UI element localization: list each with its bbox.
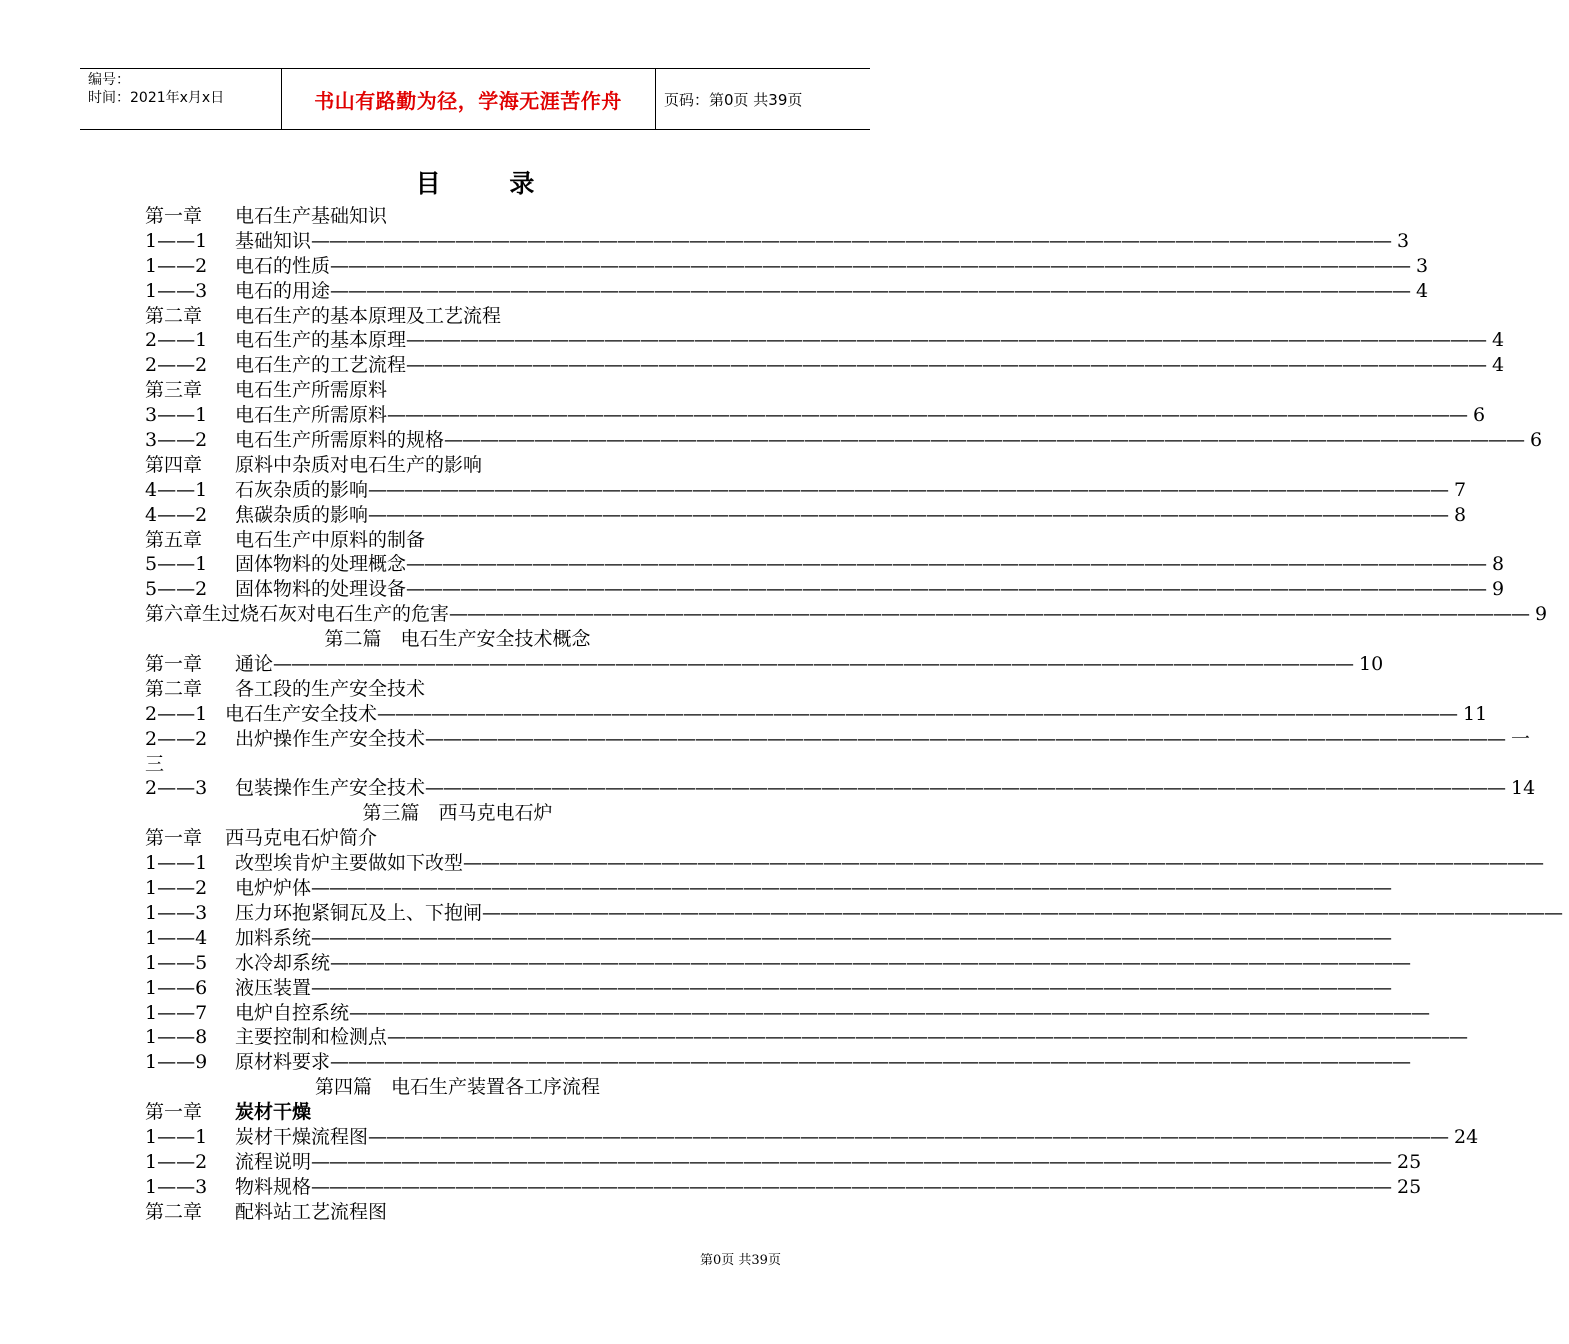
- toc-entry-number: 3——2: [145, 429, 208, 452]
- toc-entry[interactable]: [145, 677, 810, 702]
- toc-leader: ————————————————————————————————————————————————————————————: [377, 702, 1458, 725]
- toc-entry-number: 3——1: [145, 404, 208, 427]
- toc-entry-number: 第四章: [145, 453, 203, 476]
- toc-entry-number: 1——1: [145, 229, 208, 252]
- header-meta: [88, 71, 278, 107]
- toc-entry-number: 1——9: [145, 1051, 208, 1074]
- toc-entry-title: 石灰杂质的影响: [235, 478, 369, 501]
- toc-entry[interactable]: [145, 353, 1505, 378]
- toc-entry-number: 2——2: [145, 354, 208, 377]
- toc-entry-number: 第二章: [145, 677, 203, 700]
- toc-entry-title: 原料中杂质对电石生产的影响: [235, 453, 483, 476]
- toc-entry[interactable]: [145, 1050, 1411, 1075]
- toc-entry[interactable]: [145, 901, 1563, 926]
- toc-entry-number: 第一章: [145, 1101, 203, 1124]
- toc-leader: ————————————————————————————————————————————————————————————: [311, 1175, 1392, 1198]
- toc-entry-title: 电石生产所需原料: [235, 404, 388, 427]
- toc-entry-page: 25: [1397, 1175, 1422, 1198]
- toc-entry[interactable]: [145, 627, 810, 652]
- toc-entry-page: 6: [1473, 404, 1486, 427]
- toc-leader: ————————————————————————————————————————————————————————————: [406, 578, 1487, 601]
- toc-entry-title: 物料规格: [235, 1175, 312, 1198]
- toc-entry[interactable]: [145, 304, 810, 329]
- toc-entry[interactable]: [145, 279, 1429, 304]
- toc-entry-number: 1——3: [145, 279, 208, 302]
- toc-entry-title: 第六章生过烧石灰对电石生产的危害: [145, 603, 450, 626]
- toc-entry-number: 第一章: [145, 827, 203, 850]
- header-number: 编号：: [88, 72, 130, 88]
- toc-entry[interactable]: [145, 876, 1392, 901]
- toc-entry-title: 加料系统: [235, 926, 312, 949]
- toc-entry[interactable]: [145, 378, 810, 403]
- toc-entry[interactable]: [145, 528, 810, 553]
- toc-entry-page: 3: [1397, 229, 1410, 252]
- toc-entry-number: 2——2: [145, 727, 208, 750]
- toc-leader: ————————————————————————————————————————————————————————————: [463, 852, 1544, 875]
- toc-entry-page: 25: [1397, 1150, 1422, 1173]
- toc-entry[interactable]: [145, 976, 1392, 1001]
- toc-leader: ————————————————————————————————————————————————————————————: [311, 877, 1392, 900]
- toc-leader: ————————————————————————————————————————————————————————————: [406, 354, 1487, 377]
- toc-entry-title: 电石生产基础知识: [235, 205, 388, 227]
- toc-entry-title: 配料站工艺流程图: [235, 1200, 388, 1223]
- toc-leader: ————————————————————————————————————————————————————————————: [368, 1125, 1449, 1148]
- toc-title: 目 录: [415, 169, 565, 198]
- toc-entry-page: 3: [1416, 254, 1429, 277]
- toc-entry-title: 出炉操作生产安全技术: [235, 727, 426, 750]
- toc-entry-title: 电炉炉体: [235, 877, 312, 900]
- toc-entry[interactable]: [145, 602, 1548, 627]
- toc-leader: ————————————————————————————————————————————————————————————: [311, 1150, 1392, 1173]
- toc-entry-title: 三: [145, 752, 165, 775]
- toc-leader: ————————————————————————————————————————————————————————————: [444, 429, 1525, 452]
- toc-entry-number: 第一章: [145, 653, 203, 676]
- toc-entry-title: 电石生产的基本原理: [235, 329, 407, 352]
- toc-entry-page: 一: [1511, 727, 1531, 750]
- toc-entry-number: 第一章: [145, 205, 203, 227]
- toc-leader: ————————————————————————————————————————————————————————————: [482, 901, 1563, 924]
- toc-entry[interactable]: [145, 403, 1486, 428]
- toc-entry-title: 固体物料的处理设备: [235, 578, 407, 601]
- toc-entry-page: 4: [1416, 279, 1429, 302]
- toc-entry-page: 24: [1454, 1125, 1479, 1148]
- toc-entry[interactable]: [145, 254, 1429, 279]
- toc-entry-number: 1——1: [145, 1125, 208, 1148]
- header-motto: 书山有路勤为径，学海无涯苦作舟: [314, 88, 622, 113]
- toc-entry-title: 电石的性质: [235, 254, 331, 277]
- toc-entry[interactable]: [145, 702, 1488, 727]
- toc-entry-number: 2——1: [145, 702, 208, 725]
- toc-entry-title: 炭材干燥流程图: [235, 1125, 369, 1148]
- toc-entry-title: 包装操作生产安全技术: [235, 777, 426, 800]
- toc-entry-title: 电石生产中原料的制备: [235, 528, 426, 551]
- toc-entry[interactable]: [145, 428, 1543, 453]
- toc-entry-title: 电石生产所需原料: [235, 379, 388, 402]
- toc-entry-number: 1——3: [145, 901, 208, 924]
- toc-entry-number: 1——2: [145, 254, 208, 277]
- toc-entry-number: 1——2: [145, 877, 208, 900]
- toc-entry[interactable]: [145, 1175, 1422, 1200]
- page-header: [80, 68, 870, 130]
- toc-entry[interactable]: [145, 204, 810, 229]
- toc-entry-number: 第二章: [145, 1200, 203, 1223]
- toc-entry-number: 4——1: [145, 478, 208, 501]
- toc-entry-page: 7: [1454, 478, 1467, 501]
- toc-entry-title: 电石生产的工艺流程: [235, 354, 407, 377]
- toc-entry-page: 14: [1511, 777, 1536, 800]
- toc-entry-page: 4: [1492, 354, 1505, 377]
- toc-entry[interactable]: [145, 503, 1467, 528]
- toc-entry[interactable]: [145, 652, 1384, 677]
- toc-entry-title: 电石生产所需原料的规格: [235, 429, 445, 452]
- toc-entry[interactable]: [145, 328, 1505, 353]
- toc-entry-number: 1——8: [145, 1026, 208, 1049]
- toc-entry[interactable]: [145, 926, 1392, 951]
- toc-entry[interactable]: [145, 1200, 810, 1225]
- toc-entry-number: 第三章: [145, 379, 203, 402]
- toc-entry-number: 1——2: [145, 1150, 208, 1173]
- toc-entry-title: 电石生产安全技术: [225, 702, 378, 725]
- toc-entry-number: 1——5: [145, 951, 208, 974]
- toc-entry[interactable]: [145, 776, 1536, 801]
- header-divider: [655, 69, 656, 129]
- toc-entry-title: 第二篇 电石生产安全技术概念: [324, 628, 591, 651]
- toc-entry[interactable]: [145, 1001, 1430, 1026]
- toc-entry[interactable]: [145, 552, 1505, 577]
- toc-entry-number: 2——3: [145, 777, 208, 800]
- toc-entry-title: 改型埃肯炉主要做如下改型: [235, 852, 464, 875]
- toc-entry-title: 流程说明: [235, 1150, 312, 1173]
- toc-leader: ————————————————————————————————————————————————————————————: [406, 553, 1487, 576]
- toc-entry-number: 第二章: [145, 304, 203, 327]
- toc-entry-number: 1——6: [145, 976, 208, 999]
- toc-entry-page: 9: [1492, 578, 1505, 601]
- toc-entry-number: 4——2: [145, 503, 208, 526]
- toc-leader: ————————————————————————————————————————————————————————————: [349, 1001, 1430, 1024]
- table-of-contents: [145, 204, 1563, 1225]
- toc-leader: ————————————————————————————————————————————————————————————: [425, 727, 1506, 750]
- toc-leader: ————————————————————————————————————————————————————————————: [311, 976, 1392, 999]
- toc-leader: ————————————————————————————————————————————————————————————: [406, 329, 1487, 352]
- toc-entry-title: 各工段的生产安全技术: [235, 677, 426, 700]
- toc-entry-number: 1——7: [145, 1001, 208, 1024]
- toc-entry-title: 主要控制和检测点: [235, 1026, 388, 1049]
- toc-leader: ————————————————————————————————————————————————————————————: [387, 404, 1468, 427]
- toc-entry[interactable]: [145, 826, 810, 851]
- toc-leader: ————————————————————————————————————————————————————————————: [368, 478, 1449, 501]
- toc-leader: ————————————————————————————————————————————————————————————: [330, 951, 1411, 974]
- toc-entry-title: 通论: [235, 653, 274, 676]
- toc-entry[interactable]: [145, 851, 1544, 876]
- toc-entry[interactable]: [145, 453, 810, 478]
- toc-entry-title: 固体物料的处理概念: [235, 553, 407, 576]
- toc-entry-title: 水冷却系统: [235, 951, 331, 974]
- toc-leader: ————————————————————————————————————————————————————————————: [387, 1026, 1468, 1049]
- toc-entry[interactable]: [145, 752, 810, 777]
- toc-entry-number: 2——1: [145, 329, 208, 352]
- header-page-info: 页码：第0页 共39页: [664, 90, 803, 109]
- toc-entry-title: 电炉自控系统: [235, 1001, 350, 1024]
- toc-entry[interactable]: [145, 1150, 1422, 1175]
- toc-entry-page: 10: [1359, 653, 1384, 676]
- toc-entry-title: 电石生产的基本原理及工艺流程: [235, 304, 502, 327]
- toc-entry-title: 原材料要求: [235, 1051, 331, 1074]
- toc-entry-title: 西马克电石炉简介: [225, 827, 378, 850]
- toc-entry-number: 1——3: [145, 1175, 208, 1198]
- toc-entry[interactable]: [145, 1075, 810, 1100]
- header-time: 时间：2021年x月x日: [88, 90, 225, 106]
- toc-entry-title: 第三篇 西马克电石炉: [362, 802, 553, 825]
- toc-entry[interactable]: [145, 1100, 810, 1125]
- toc-leader: ————————————————————————————————————————————————————————————: [311, 229, 1392, 252]
- toc-entry-title: 基础知识: [235, 229, 312, 252]
- toc-entry-title: 炭材干燥: [235, 1101, 312, 1124]
- toc-entry-number: 5——1: [145, 553, 208, 576]
- toc-entry[interactable]: [145, 1025, 1468, 1050]
- toc-entry-number: 第五章: [145, 528, 203, 551]
- toc-leader: ————————————————————————————————————————————————————————————: [330, 254, 1411, 277]
- toc-leader: ————————————————————————————————————————————————————————————: [425, 777, 1506, 800]
- toc-entry-page: 11: [1463, 702, 1488, 725]
- toc-entry-page: 8: [1492, 553, 1505, 576]
- toc-entry-number: 1——1: [145, 852, 208, 875]
- toc-entry-page: 9: [1535, 603, 1548, 626]
- toc-entry-title: 压力环抱紧铜瓦及上、下抱闸: [235, 901, 483, 924]
- toc-leader: ————————————————————————————————————————————————————————————: [449, 603, 1530, 626]
- toc-entry[interactable]: [145, 478, 1467, 503]
- toc-entry-title: 电石的用途: [235, 279, 331, 302]
- toc-leader: ————————————————————————————————————————————————————————————: [311, 926, 1392, 949]
- toc-entry-page: 4: [1492, 329, 1505, 352]
- toc-entry[interactable]: [145, 1125, 1479, 1150]
- toc-entry-page: 8: [1454, 503, 1467, 526]
- toc-leader: ————————————————————————————————————————————————————————————: [368, 503, 1449, 526]
- toc-entry[interactable]: [145, 801, 810, 826]
- toc-entry-title: 液压装置: [235, 976, 312, 999]
- toc-entry[interactable]: [145, 727, 1531, 752]
- toc-entry[interactable]: [145, 951, 1411, 976]
- toc-entry-title: 第四篇 电石生产装置各工序流程: [314, 1076, 600, 1099]
- toc-leader: ————————————————————————————————————————————————————————————: [330, 279, 1411, 302]
- toc-leader: ————————————————————————————————————————————————————————————: [330, 1051, 1411, 1074]
- toc-entry-number: 1——4: [145, 926, 208, 949]
- toc-entry[interactable]: [145, 229, 1410, 254]
- page-footer: 第0页 共39页: [700, 1253, 781, 1268]
- toc-entry-number: 5——2: [145, 578, 208, 601]
- toc-leader: ————————————————————————————————————————————————————————————: [273, 653, 1354, 676]
- toc-entry-title: 焦碳杂质的影响: [235, 503, 369, 526]
- toc-entry-page: 6: [1530, 429, 1543, 452]
- toc-entry[interactable]: [145, 577, 1505, 602]
